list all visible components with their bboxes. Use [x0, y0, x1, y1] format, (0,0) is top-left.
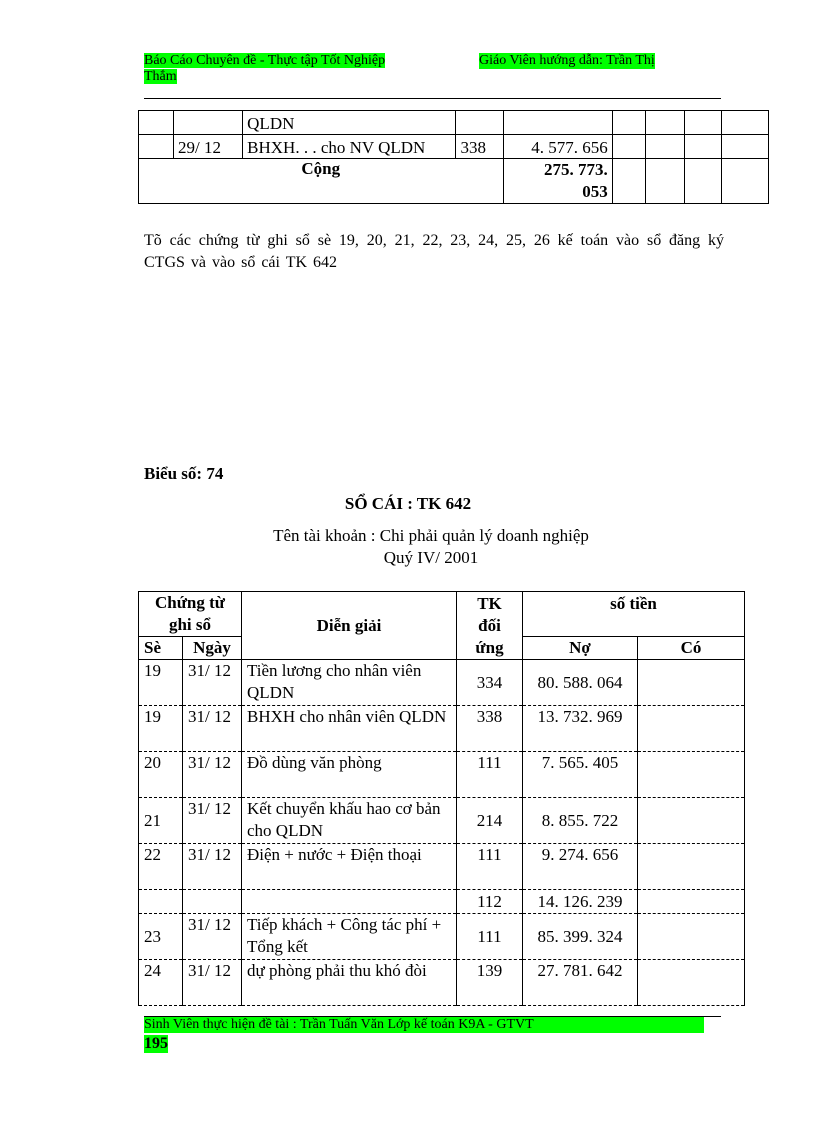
header-supervisor: Giáo Viên hướng dẫn: Trần Thị [479, 53, 655, 68]
account-cell: 338 [456, 135, 503, 159]
total-value: 275. 773. 053 [503, 159, 612, 204]
account-name: Tên tài khoản : Chi phải quản lý doanh nghiệp [273, 526, 589, 545]
page-header [144, 53, 694, 85]
date-cell [174, 111, 243, 135]
header-voucher: Chứng từ ghi sổ [139, 592, 242, 637]
amount-cell: 4. 577. 656 [503, 135, 612, 159]
table-row: 21 31/ 12 Kết chuyển khấu hao cơ bản cho QLDN 214 8. 855. 722 [139, 798, 745, 844]
header-description: Diễn giải [242, 592, 457, 660]
total-label: Cộng [139, 159, 504, 204]
header-debit: Nợ [523, 637, 638, 660]
table-row: 19 31/ 12 BHXH cho nhân viên QLDN 338 13. 732. 969 [139, 706, 745, 752]
table-row: 24 31/ 12 dự phòng phải thu khó đòi 139 27. 781. 642 [139, 960, 745, 1006]
header-date: Ngày [183, 637, 242, 660]
header-supervisor-wrap: Thắm [144, 69, 177, 84]
header-account: TK đối ứng [457, 592, 523, 660]
header-row [139, 592, 745, 637]
body-paragraph: Tõ các chứng từ ghi sổ sè 19, 20, 21, 22, 23, 24, 25, 26 kế toán vào sổ đăng ký CTGS và vào sổ cái TK 642 [144, 232, 724, 271]
table-row [139, 135, 769, 159]
page-number: 195 [144, 1035, 168, 1052]
desc-cell: QLDN [243, 111, 456, 135]
footer-author: Sinh Viên thực hiện đề tài : Trần Tuấn Văn Lớp kế toán K9A - GTVT [144, 1017, 704, 1033]
header-number: Sè [139, 637, 183, 660]
table-row: 19 31/ 12 Tiền lương cho nhân viên QLDN 334 80. 588. 064 [139, 660, 745, 706]
ledger-title: SỔ CÁI : TK 642 [344, 494, 472, 513]
table-row: 20 31/ 12 Đồ dùng văn phòng 111 7. 565. 405 [139, 752, 745, 798]
table-row: 22 31/ 12 Điện + nước + Điện thoại 111 9. 274. 656 [139, 844, 745, 890]
total-row [139, 159, 769, 204]
header-rule [144, 98, 721, 99]
amount-cell [503, 111, 612, 135]
account-cell [456, 111, 503, 135]
continuation-table [138, 110, 769, 204]
table-row: 23 31/ 12 Tiếp khách + Công tác phí + Tổng kết 111 85. 399. 324 [139, 914, 745, 960]
form-number: Biểu số: 74 [144, 464, 224, 483]
header-report-title: Báo Cáo Chuyên đề - Thực tập Tốt Nghiệp [144, 53, 386, 68]
page-footer [144, 1017, 704, 1033]
ledger-table [138, 591, 745, 1006]
date-cell: 29/ 12 [174, 135, 243, 159]
period: Quý IV/ 2001 [383, 548, 479, 567]
desc-cell: BHXH. . . cho NV QLDN [243, 135, 456, 159]
header-credit: Có [638, 637, 745, 660]
table-row: 112 14. 126. 239 [139, 890, 745, 914]
table-row [139, 111, 769, 135]
header-amount: số tiền [523, 592, 745, 637]
